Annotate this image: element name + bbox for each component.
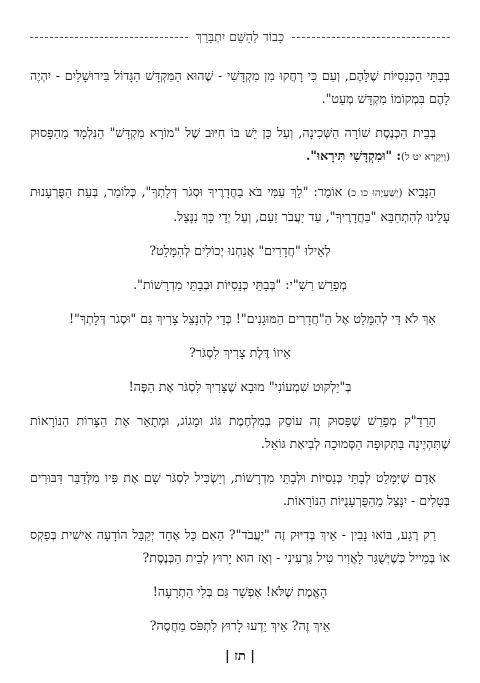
- paragraph-13: אֵיךְ זֶה? אֵיךְ יֵדְעוּ לָרוּץ לִתְפֹּס מַחֲסֶה?: [149, 618, 331, 633]
- paragraph-2-text: בְּבֵית הַכְּנֶסֶת שׁוֹרָה הַשְּׁכִינָה, וְעַל כֵּן יֵשׁ בּוֹ חִיּוּב שֶׁל "מוֹרָא מִקְדָּשׁ" הַנִּלְמָד מֵהַפָּסוּק: [30, 125, 436, 140]
- paragraph-4: לְאֵילוּ "חֲדָרִים" אֲנַחְנוּ יְכוֹלִים לְהִמָּלֵט?: [149, 243, 331, 258]
- header-divider-left: [30, 37, 188, 38]
- header-divider-right: [292, 37, 450, 38]
- paragraph-2: [30, 121, 450, 169]
- source-ref-yeshayahu: (יְשַׁעְיָהוּ כו כ): [347, 188, 403, 199]
- source-ref-vayikra: (וַיִּקְרָא יט ל): [401, 152, 450, 163]
- running-header: [30, 28, 450, 46]
- page-number: | תז |: [224, 649, 256, 664]
- paragraph-7: אֵיזוֹ דֶּלֶת צָרִיךְ לִסְגֹּר?: [189, 345, 291, 360]
- paragraph-6: אַךְ לֹא דַּי לְהִמָּלֵט אֶל הַ"חֲדָרִים הַמּוּגָנִים"! כְּדֵי לְהִנָּצֵל צָרִיךְ גַּם "וּסְגֹר דְּלָתְךָ"!: [69, 311, 436, 326]
- header-title: כָּבוֹד לַהַשֵּׁם יִתְבָּרֵךְ: [195, 29, 285, 44]
- paragraph-11: רַק רֶגַע, בּוֹאוּ נָבִין - אֵיךְ בְּדִיּוּק זֶה "יַעֲבֹד"? הַאִם כָּל אֶחָד יְקַבֵּל הוֹדָעָה אִישִׁית בְּפַקְס אוֹ בְּמֵייל כְּשֶׁיְּשֻׁגַּר לָאֲוִיר טִיל גַּרְעִינִי - וְאָז הוּא יָרוּץ לְבֵית הַכְּנֶסֶת?: [30, 527, 450, 565]
- paragraph-9: הָרַדַ"ק מְפָרֵשׁ שֶׁפָּסוּק זֶה עוֹסֵק בְּמִלְחֶמֶת גּוֹג וּמָגוֹג, וּמְתָאֵר אֶת הַצָּרוֹת הַנּוֹרָאוֹת שֶׁתִּהְיֶינָה בַּתְּקוּפָה הַסְּמוּכָה לְבִיאַת גּוֹאֵל.: [30, 413, 450, 451]
- paragraph-1: בְּבָתֵּי הַכְּנֵסִיּוֹת שֶׁלָּהֶם, וְעִם כִּי רָחֲקוּ מִן מִקְדָּשִׁי - שֶׁהוּא הַמִּקְדָּשׁ הַגָּדוֹל בִּירוּשָׁלַיִם - יִהְיֶה לָהֶם בִּמְקוֹמוֹ מִקְדָּשׁ מְעַט".: [30, 68, 450, 106]
- paragraph-12: הָאֱמֶת שֶׁלֹּא! אֶפְשָׁר גַּם בְּלִי הַתְרָעָה!: [152, 584, 328, 599]
- paragraph-3-lead: הַנָּבִיא: [402, 184, 436, 199]
- paragraph-5: מְפָרֵשׁ רַשִׁ"י: "בְּבָתֵּי כְּנֵסִיּוֹת וּבְבָתֵּי מִדְרָשׁוֹת".: [133, 277, 347, 292]
- paragraph-2-quote: : "וּמִקְדָּשִׁי תִּירָאוּ".: [305, 148, 402, 163]
- paragraph-3-text: אוֹמֵר: "לֵךְ עַמִּי בֹּא בַחֲדָרֶיךָ וּסְגֹר דְּלָתְךָ", כְּלוֹמַר, בְּעֵת הַפֻּרְעָנוּת עָלֵינוּ לְהִתְחַבֵּא "בַּחֲדָרֶיךָ", עַד יַעֲבֹר זַעַם, וְעַל יְדֵי כָּךְ נִנָּצֵל.: [30, 184, 450, 224]
- paragraph-3: [30, 180, 450, 228]
- page-body: [30, 64, 450, 637]
- paragraph-10: אָדָם שֶׁיִּמָּלֵט לְבָתֵּי כְּנֵסִיּוֹת וּלְבָתֵּי מִדְרָשׁוֹת, וְיַשְׂכִּיל לִסְגֹּר שָׁם אֶת פִּיו מִלְּדַבֵּר דִּבּוּרִים בְּטֵלִים - יִנָּצֵל מֵהַפֻּרְעָנֻיּוֹת הַנּוֹרָאוֹת.: [30, 470, 450, 508]
- paragraph-8: בְּ"יַלְקוּט שִׁמְעוֹנִי" מוּבָא שֶׁצָּרִיךְ לִסְגֹּר אֶת הַפֶּה!: [128, 379, 352, 394]
